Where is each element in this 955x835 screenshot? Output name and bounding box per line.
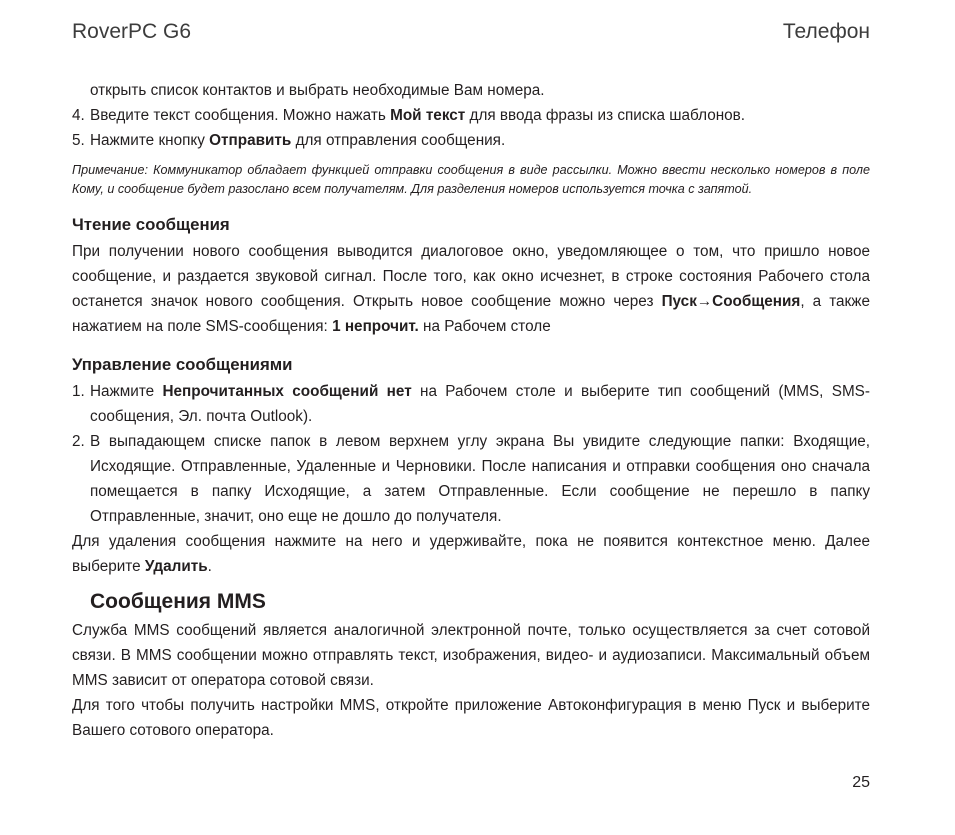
header-section: Телефон [782,20,870,43]
delete-paragraph [72,529,870,579]
reading-text-a: При получении нового сообщения выводится диалоговое окно, уведомляющее о том, что пришло новое сообщение, и раздается звуковой сигнал. После того, как окно исчезнет, в строке состояния Рабочего стола останется значок нового сообщения. Открыть новое сообщение можно через [72,243,870,310]
step-5-text-c: для отправления сообщения. [291,132,506,149]
step-4-number: 4. [72,107,85,124]
page-content [72,78,870,743]
mms-paragraph-1: Служба MMS сообщений является аналогичной электронной почте, только осуществляется за счет сотовой связи. В MMS сообщении можно отправлять текст, изображения, видео- и аудиозаписи. Максимальный объем MMS зависит от оператора сотовой связи. [72,622,870,689]
step-4 [72,103,870,128]
unread-label: 1 непрочит. [332,318,419,335]
my-text-term: Мой текст [390,107,466,124]
send-term: Отправить [209,132,292,149]
manage-heading: Управление сообщениями [72,355,293,374]
header-title: RoverPC G6 [72,20,192,43]
step-4-text-c: для ввода фразы из списка шаблонов. [465,107,746,124]
manage-item-1-number: 1. [72,383,85,400]
manage-item-2-number: 2. [72,433,85,450]
reading-paragraph [72,239,870,339]
no-unread-term: Непрочитанных сообщений нет [162,383,412,400]
reading-text-e: на Рабочем столе [418,318,551,335]
manage-item-2 [72,429,870,529]
delete-term: Удалить [144,558,208,575]
reading-text-c: , а также нажатием на поле SMS-сообщения: [72,293,870,335]
page-number: 25 [852,774,870,791]
delete-text-a: Для удаления сообщения нажмите на него и удерживайте, пока не появится контекстное меню. Далее выберите [72,533,870,575]
reading-heading: Чтение сообщения [72,215,230,234]
manage-item-1 [72,379,870,429]
step-5-text-a: Нажмите кнопку [90,132,210,149]
continued-step: открыть список контактов и выбрать необходимые Вам номера. [90,82,545,99]
manage-item-1-text-c: на Рабочем столе и выберите тип сообщений (MMS, SMS-сообщения, Эл. почта Outlook). [90,383,870,425]
note-paragraph: Примечание: Коммуникатор обладает функцией отправки сообщения в виде рассылки. Можно ввести несколько номеров в поле Кому, и сообщение будет разослано всем получателям. Для разделения номеров используется точка с запятой. [72,163,870,196]
step-5 [72,128,870,153]
mms-paragraph-2: Для того чтобы получить настройки MMS, откройте приложение Автоконфигурация в меню Пуск и выберите Вашего сотового оператора. [72,697,870,739]
manage-item-1-text-a: Нажмите [90,383,163,400]
step-5-number: 5. [72,132,85,149]
start-messages-path: Пуск→Сообщения [661,293,801,310]
manage-item-2-text: В выпадающем списке папок в левом верхнем углу экрана Вы увидите следующие папки: Входящие, Исходящие. Отправленные, Удаленные и Черновики. После написания и отправки сообщения оно сначала помещается в папку Исходящие, а затем Отправленные. Если сообщение не перешло в папку Отправленные, значит, оно еще не дошло до получателя. [90,433,870,525]
mms-heading: Сообщения MMS [90,590,266,613]
step-4-text-a: Введите текст сообщения. Можно нажать [90,107,391,124]
delete-text-c: . [207,558,212,575]
